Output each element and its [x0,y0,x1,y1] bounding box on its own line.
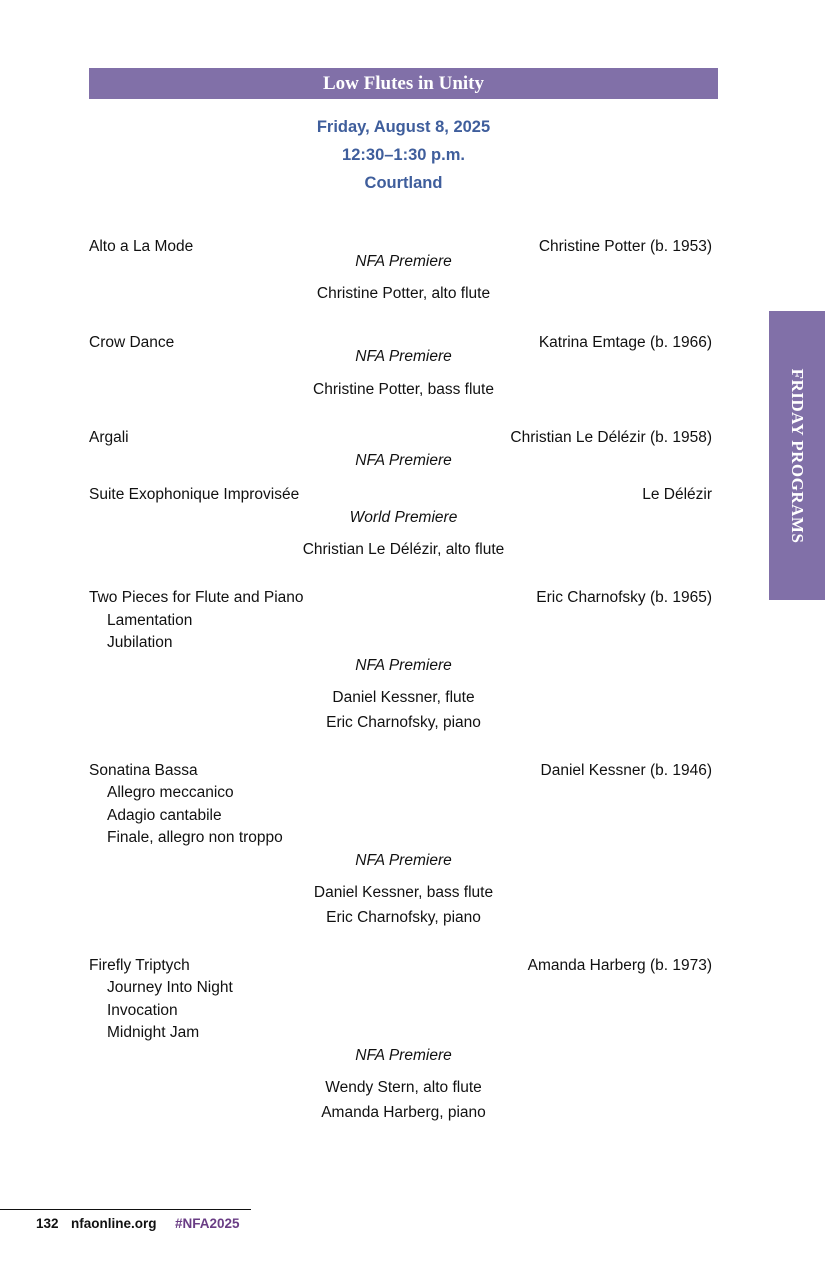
piece-composer: Eric Charnofsky (b. 1965) [536,589,712,606]
piece-composer: Le Délézir [642,486,712,503]
premiere-label: NFA Premiere [355,253,452,270]
performer: Christine Potter, alto flute [316,285,491,302]
piece-composer: Amanda Harberg (b. 1973) [527,957,712,974]
movement: Midnight Jam [107,1024,200,1041]
piece-composer: Christine Potter (b. 1953) [538,238,712,255]
footer-site: nfaonline.org [71,1216,157,1231]
piece-title: Sonatina Bassa [89,762,198,779]
page-number: 132 [36,1216,59,1231]
performer: Wendy Stern, alto flute [325,1079,482,1096]
piece-composer: Katrina Emtage (b. 1966) [538,334,712,351]
performer: Daniel Kessner, flute [332,689,475,706]
session-date: Friday, August 8, 2025 [316,118,491,136]
piece-title: Two Pieces for Flute and Piano [89,589,304,606]
premiere-label: NFA Premiere [355,1047,452,1064]
performer: Christian Le Délézir, alto flute [302,541,505,558]
footer-rule [0,1209,251,1210]
movement: Invocation [107,1002,178,1019]
piece-composer: Daniel Kessner (b. 1946) [540,762,712,779]
performer: Daniel Kessner, bass flute [313,884,494,901]
performer: Christine Potter, bass flute [313,381,494,398]
piece-title: Firefly Triptych [89,957,190,974]
premiere-label: NFA Premiere [355,852,452,869]
premiere-label: NFA Premiere [355,657,452,674]
movement: Adagio cantabile [107,807,222,824]
movement: Jubilation [107,634,173,651]
section-side-tab [769,311,825,600]
performer: Amanda Harberg, piano [321,1104,486,1121]
session-location: Courtland [364,174,443,192]
movement: Allegro meccanico [107,784,234,801]
side-tab-label: FRIDAY PROGRAMS [788,368,807,543]
piece-composer: Christian Le Délézir (b. 1958) [510,429,712,446]
movement: Journey Into Night [107,979,233,996]
performer: Eric Charnofsky, piano [326,714,481,731]
piece-title: Crow Dance [89,334,175,351]
premiere-label: World Premiere [349,509,458,526]
piece-title: Alto a La Mode [89,238,194,255]
footer-hashtag: #NFA2025 [175,1216,240,1231]
piece-title: Suite Exophonique Improvisée [89,486,300,503]
movement: Finale, allegro non troppo [107,829,283,846]
session-time: 12:30–1:30 p.m. [342,146,465,164]
movement: Lamentation [107,612,193,629]
piece-title: Argali [89,429,129,446]
session-title-banner: Low Flutes in Unity [89,68,718,99]
performer: Eric Charnofsky, piano [326,909,481,926]
premiere-label: NFA Premiere [355,452,452,469]
premiere-label: NFA Premiere [355,348,452,365]
